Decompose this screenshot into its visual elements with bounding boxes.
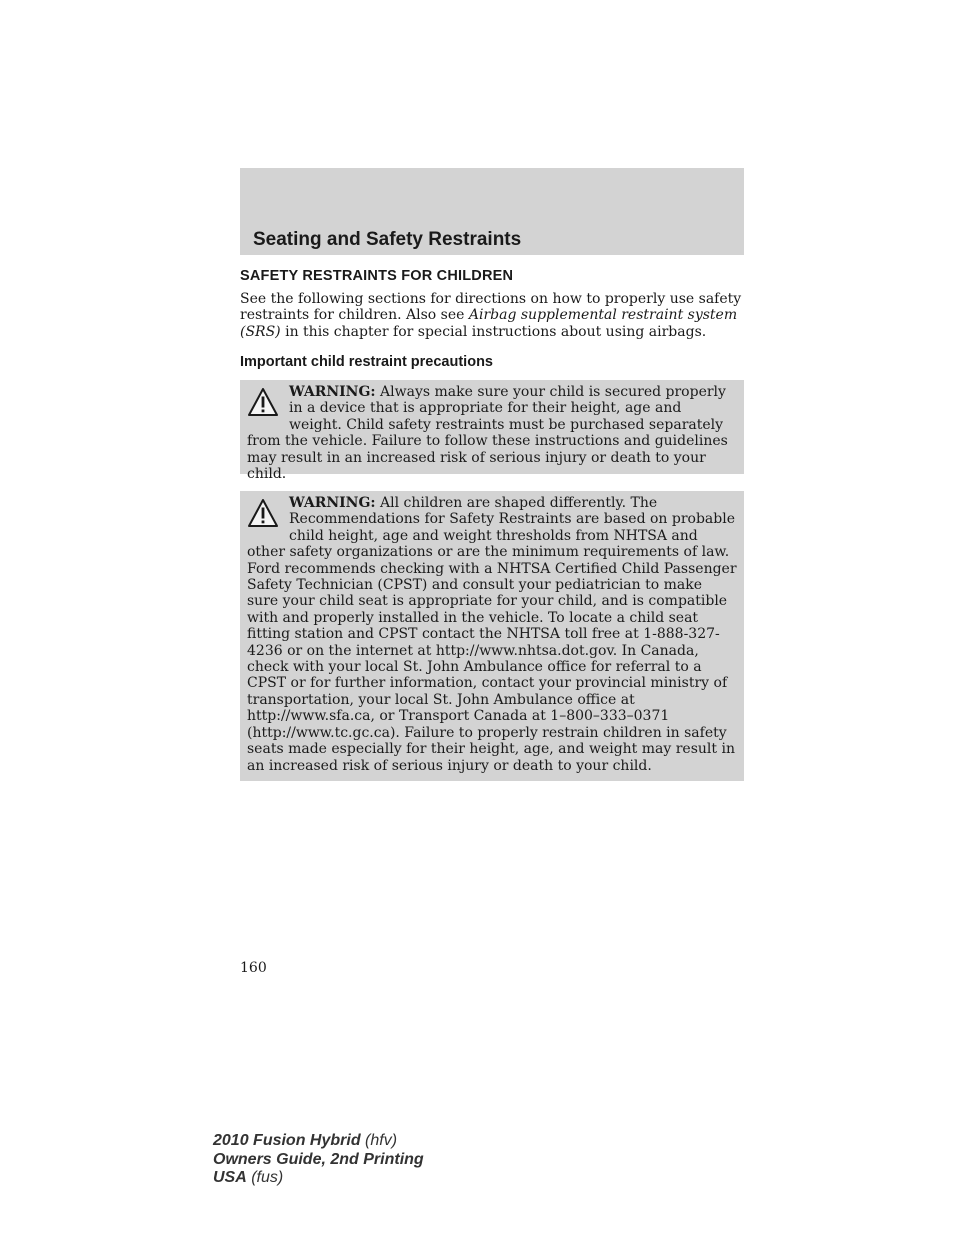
page-number: 160	[240, 960, 267, 976]
warning-label: WARNING:	[289, 495, 376, 511]
footer-market: USA	[213, 1169, 247, 1186]
section-heading: SAFETY RESTRAINTS FOR CHILDREN	[240, 268, 514, 284]
warning-text-2	[247, 495, 737, 774]
subsection-heading: Important child restraint precautions	[240, 354, 493, 370]
footer-line-2	[213, 1151, 424, 1170]
footer-edition: Owners Guide, 2nd Printing	[213, 1150, 424, 1168]
document-footer	[213, 1132, 424, 1188]
intro-link-airbag-srs: Airbag supplemental restraint system (SRS)	[240, 307, 738, 340]
warning-body: Always make sure your child is secured properly in a device that is appropriate for their height, age and weight. Child safety restraints must be purchased separately from the vehicle. Failure to follow these instructions and guidelines may result in an increased risk of serious injury or death to your child.	[247, 384, 728, 483]
intro-text-after: in this chapter for special instructions about using airbags.	[280, 323, 707, 340]
warning-label: WARNING:	[289, 384, 376, 400]
warning-triangle-icon	[247, 387, 279, 417]
footer-model-code: (hfv)	[360, 1132, 398, 1149]
intro-text-before: See the following sections for directions on how to properly use safety restraints for children. Also see	[240, 291, 742, 324]
warning-box-2	[240, 491, 744, 781]
warning-box-1	[240, 380, 744, 483]
warning-body: All children are shaped differently. The Recommendations for Safety Restraints are based on probable child height, age and weight thresholds from NHTSA and other safety organizations or are the minimum requirements of law. Ford recommends checking with a NHTSA Certified Child Passenger Safety Technician (CPST) and consult your pediatrician to make sure your child seat is appropriate for your child, and is compatible with and properly installed in the vehicle. To locate a child seat fitting station and CPST contact the NHTSA toll free at 1-888-327-4236 or on the internet at http://www.nhtsa.dot.gov. In Canada, check with your local St. John Ambulance office for referral to a CPST or for further information, contact your provincial ministry of transportation, your local St. John Ambulance office at http://www.sfa.ca, or Transport Canada at 1–800–333–0371 (http://www.tc.gc.ca). Failure to properly restrain children in safety seats made especially for their height, age, and weight may result in an increased risk of serious injury or death to your child.	[247, 495, 737, 774]
footer-market-code: (fus)	[246, 1169, 284, 1186]
warning-text-1	[247, 384, 737, 482]
footer-line-1	[213, 1132, 424, 1151]
chapter-header-band	[240, 168, 744, 255]
chapter-title: Seating and Safety Restraints	[253, 229, 522, 250]
footer-line-3	[213, 1169, 424, 1188]
warning-triangle-icon	[247, 498, 279, 528]
intro-paragraph	[240, 291, 744, 340]
footer-model: 2010 Fusion Hybrid	[213, 1132, 361, 1149]
